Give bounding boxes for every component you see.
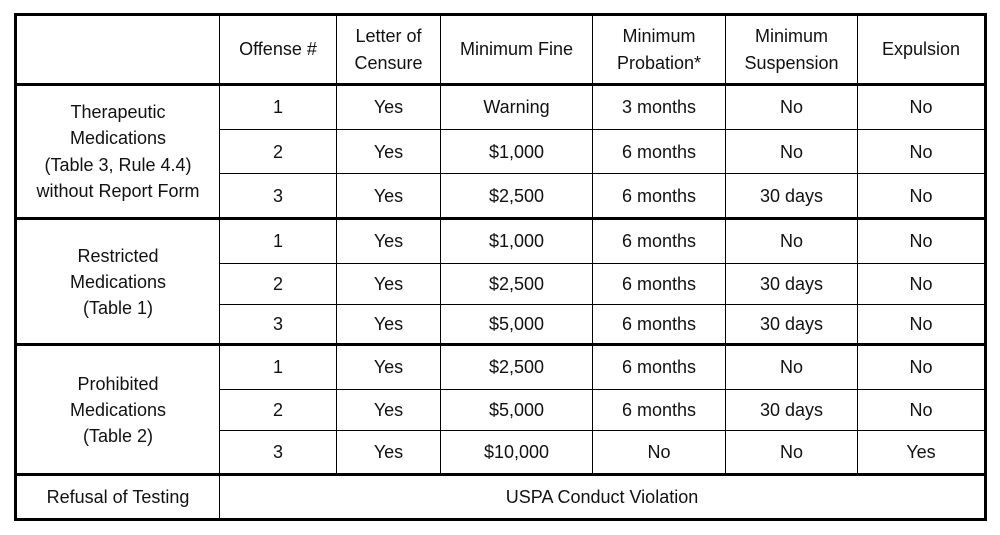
cell-censure: Yes [337, 129, 441, 174]
cell-probation: 6 months [593, 345, 726, 390]
refusal-row [16, 475, 986, 520]
header-row [16, 15, 986, 85]
cell-probation: 6 months [593, 174, 726, 219]
header-minimum-fine: Minimum Fine [441, 15, 593, 85]
group-label-line: (Table 2) [82, 425, 154, 446]
group-label-line: without Report Form [36, 180, 200, 201]
cell-offense: 1 [220, 345, 337, 390]
cell-offense: 2 [220, 129, 337, 174]
group-label-line: Medications [69, 399, 167, 420]
cell-censure: Yes [337, 263, 441, 304]
cell-offense: 1 [220, 85, 337, 130]
cell-expulsion: No [858, 304, 986, 345]
cell-suspension: 30 days [726, 304, 858, 345]
refusal-label: Refusal of Testing [16, 475, 220, 520]
cell-fine: $5,000 [441, 389, 593, 430]
cell-fine: $2,500 [441, 174, 593, 219]
group-label-line: (Table 3, Rule 4.4) [44, 154, 192, 175]
cell-censure: Yes [337, 304, 441, 345]
cell-fine: $1,000 [441, 129, 593, 174]
cell-fine: $1,000 [441, 219, 593, 264]
table-row [16, 85, 986, 130]
refusal-value: USPA Conduct Violation [220, 475, 986, 520]
cell-censure: Yes [337, 174, 441, 219]
header-minimum-suspension: Minimum Suspension [726, 15, 858, 85]
cell-suspension: 30 days [726, 263, 858, 304]
cell-expulsion: No [858, 85, 986, 130]
cell-offense: 3 [220, 430, 337, 475]
cell-expulsion: No [858, 345, 986, 390]
group-label-line: Therapeutic [70, 102, 166, 123]
cell-censure: Yes [337, 345, 441, 390]
header-cell-blank [16, 15, 220, 85]
cell-offense: 3 [220, 174, 337, 219]
header-letter-of-censure: Letter of Censure [337, 15, 441, 85]
cell-suspension: No [726, 85, 858, 130]
cell-probation: No [593, 430, 726, 475]
cell-suspension: 30 days [726, 389, 858, 430]
cell-offense: 1 [220, 219, 337, 264]
cell-probation: 6 months [593, 129, 726, 174]
cell-suspension: 30 days [726, 174, 858, 219]
cell-censure: Yes [337, 430, 441, 475]
cell-fine: $5,000 [441, 304, 593, 345]
group-label [16, 345, 220, 475]
cell-fine: $10,000 [441, 430, 593, 475]
cell-suspension: No [726, 345, 858, 390]
table-row [16, 219, 986, 264]
cell-expulsion: Yes [858, 430, 986, 475]
cell-expulsion: No [858, 389, 986, 430]
cell-offense: 2 [220, 389, 337, 430]
cell-probation: 6 months [593, 304, 726, 345]
cell-probation: 6 months [593, 219, 726, 264]
cell-expulsion: No [858, 174, 986, 219]
cell-offense: 2 [220, 263, 337, 304]
cell-censure: Yes [337, 389, 441, 430]
cell-suspension: No [726, 430, 858, 475]
cell-probation: 3 months [593, 85, 726, 130]
table-row [16, 345, 986, 390]
header-expulsion: Expulsion [858, 15, 986, 85]
cell-fine: $2,500 [441, 263, 593, 304]
cell-fine: $2,500 [441, 345, 593, 390]
group-label-line: (Table 1) [82, 297, 154, 318]
group-label-line: Medications [69, 271, 167, 292]
cell-probation: 6 months [593, 389, 726, 430]
cell-suspension: No [726, 129, 858, 174]
cell-expulsion: No [858, 129, 986, 174]
cell-censure: Yes [337, 85, 441, 130]
cell-suspension: No [726, 219, 858, 264]
cell-expulsion: No [858, 219, 986, 264]
group-label-line: Restricted [77, 245, 159, 266]
cell-censure: Yes [337, 219, 441, 264]
header-offense: Offense # [220, 15, 337, 85]
cell-probation: 6 months [593, 263, 726, 304]
header-minimum-probation: Minimum Probation* [593, 15, 726, 85]
cell-offense: 3 [220, 304, 337, 345]
group-label-line: Prohibited [77, 373, 159, 394]
group-label-line: Medications [69, 128, 167, 149]
penalty-table [14, 13, 987, 521]
cell-expulsion: No [858, 263, 986, 304]
group-label [16, 85, 220, 219]
group-label [16, 219, 220, 345]
cell-fine: Warning [441, 85, 593, 130]
